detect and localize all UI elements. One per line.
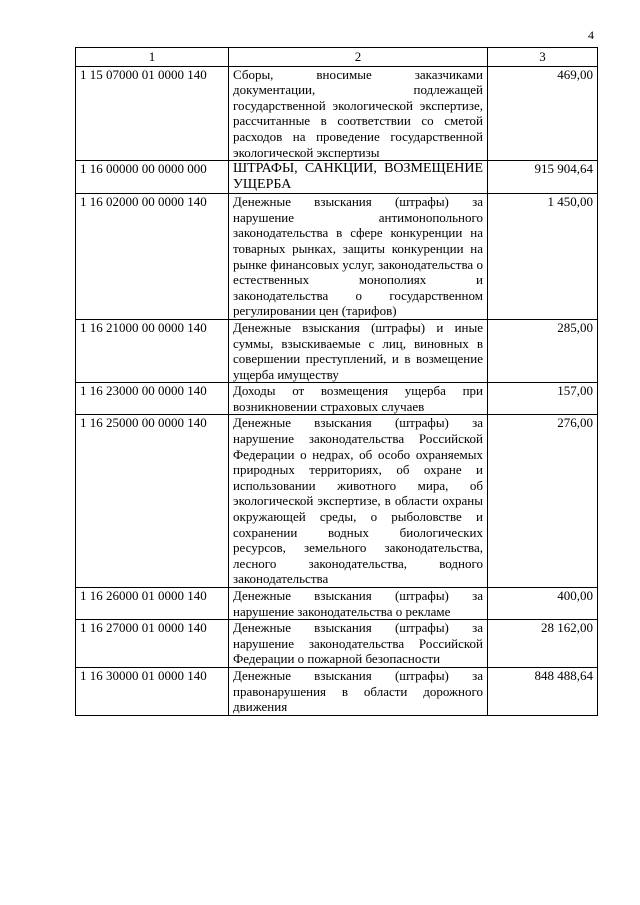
revenue-name-cell: Денежные взыскания (штрафы) и иные суммы, взыскиваемые с лиц, виновных в совершении преступлений, и в возмещение ущерба имуществу (229, 319, 488, 382)
amount-cell: 157,00 (488, 383, 598, 415)
table-body (76, 66, 598, 715)
budget-table (75, 47, 598, 716)
table-row (76, 319, 598, 382)
table-row (76, 415, 598, 588)
amount-cell: 28 162,00 (488, 620, 598, 668)
budget-code-cell: 1 16 25000 00 0000 140 (76, 415, 229, 588)
revenue-name-cell: Денежные взыскания (штрафы) за правонарушения в области дорожного движения (229, 667, 488, 715)
table-header-row (76, 48, 598, 67)
table-row (76, 161, 598, 194)
column-header-code: 1 (76, 48, 229, 67)
column-header-amount: 3 (488, 48, 598, 67)
budget-code-cell: 1 16 26000 01 0000 140 (76, 588, 229, 620)
amount-cell: 469,00 (488, 66, 598, 161)
column-header-name: 2 (229, 48, 488, 67)
amount-cell: 848 488,64 (488, 667, 598, 715)
revenue-name-cell: ШТРАФЫ, САНКЦИИ, ВОЗМЕЩЕНИЕ УЩЕРБА (229, 161, 488, 194)
revenue-name-cell: Денежные взыскания (штрафы) за нарушение антимонопольного законодательства в сфере конкуренции на товарных рынках, защиты конкуренции на рынке финансовых услуг, законодательства о естественных монополиях и законодательства о государственном регулировании цен (тарифов) (229, 194, 488, 320)
budget-code-cell: 1 16 30000 01 0000 140 (76, 667, 229, 715)
revenue-name-cell: Доходы от возмещения ущерба при возникновении страховых случаев (229, 383, 488, 415)
table-row (76, 588, 598, 620)
table-row (76, 383, 598, 415)
table-row (76, 667, 598, 715)
table-row (76, 66, 598, 161)
revenue-name-cell: Денежные взыскания (штрафы) за нарушение законодательства о рекламе (229, 588, 488, 620)
revenue-name-cell: Денежные взыскания (штрафы) за нарушение законодательства Российской Федерации о пожарной безопасности (229, 620, 488, 668)
budget-code-cell: 1 16 02000 00 0000 140 (76, 194, 229, 320)
budget-code-cell: 1 16 27000 01 0000 140 (76, 620, 229, 668)
page-number: 4 (588, 28, 594, 42)
amount-cell: 276,00 (488, 415, 598, 588)
amount-cell: 285,00 (488, 319, 598, 382)
budget-code-cell: 1 16 21000 00 0000 140 (76, 319, 229, 382)
amount-cell: 915 904,64 (488, 161, 598, 194)
table-row (76, 194, 598, 320)
revenue-name-cell: Денежные взыскания (штрафы) за нарушение законодательства Российской Федерации о недрах, об особо охраняемых природных территориях, об охране и использовании животного мира, об экологической экспертизе, в области охраны окружающей среды, о рыболовстве и сохранении водных биологических ресурсов, земельного законодательства, лесного законодательства, водного законодательства (229, 415, 488, 588)
budget-code-cell: 1 16 23000 00 0000 140 (76, 383, 229, 415)
table-row (76, 620, 598, 668)
budget-code-cell: 1 15 07000 01 0000 140 (76, 66, 229, 161)
budget-code-cell: 1 16 00000 00 0000 000 (76, 161, 229, 194)
amount-cell: 400,00 (488, 588, 598, 620)
revenue-name-cell: Сборы, вносимые заказчиками документации, подлежащей государственной экологической экспертизе, рассчитанные в соответствии со сметой расходов на проведение государственной экологической экспертизы (229, 66, 488, 161)
amount-cell: 1 450,00 (488, 194, 598, 320)
